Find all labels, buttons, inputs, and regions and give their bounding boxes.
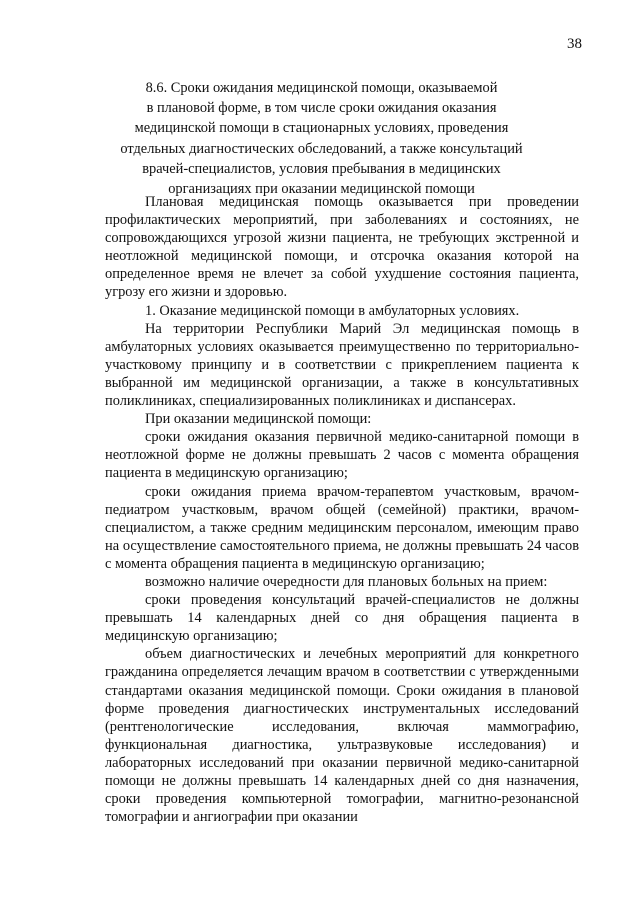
- document-body: [105, 193, 579, 826]
- paragraph-diagnostics: объем диагностических и лечебных мероприятий для конкретного гражданина определяется лечащим врачом в соответствии с утвержденными стандартами оказания медицинской помощи. Сроки ожидания в плановой форме проведения диагностических инструментальных исследований (рентгенологические исследования, включая маммографию, функциональная диагностика, ультразвуковые исследования) и лабораторных исследований при оказании первичной медико-санитарной помощи не должны превышать 14 календарных дней со дня назначения, сроки проведения компьютерной томографии, магнитно-резонансной томографии и ангиографии при оказании: [105, 646, 579, 826]
- paragraph-territory: На территории Республики Марий Эл медицинская помощь в амбулаторных условиях оказывается преимущественно по территориально-участковому принципу и в соответствии с прикреплением пациента к выбранной им медицинской организации, а также в консультативных поликлиниках, специализированных поликлиниках и диспансерах.: [105, 320, 579, 410]
- section-heading: [105, 78, 538, 199]
- heading-line: медицинской помощи в стационарных условиях, проведения: [134, 120, 509, 137]
- heading-line: организациях при оказании медицинской помощи: [168, 181, 475, 198]
- paragraph-when-providing: При оказании медицинской помощи:: [145, 411, 372, 428]
- heading-line: в плановой форме, в том числе сроки ожидания оказания: [146, 100, 497, 117]
- paragraph-urgent-wait: сроки ожидания оказания первичной медико-санитарной помощи в неотложной форме не должны превышать 2 часов с момента обращения пациента в медицинскую организацию;: [105, 429, 579, 482]
- paragraph-appointment-wait: сроки ожидания приема врачом-терапевтом участковым, врачом-педиатром участковым, врачом общей (семейной) практики, врачом-специалистом, а также средним медицинским персоналом, имеющим право на осуществление самостоятельного приема, не должны превышать 24 часов с момента обращения пациента в медицинскую организацию;: [105, 483, 579, 572]
- paragraph-outpatient-heading: 1. Оказание медицинской помощи в амбулаторных условиях.: [145, 302, 520, 319]
- heading-line: 8.6. Сроки ожидания медицинской помощи, оказываемой: [145, 80, 498, 96]
- paragraph-planned-care: Плановая медицинская помощь оказывается при проведении профилактических мероприятий, при заболеваниях и состояниях, не сопровождающихся угрозой жизни пациента, не требующих экстренной и неотложной медицинской помощи, и отсрочка оказания которой на определенное время не влечет за собой ухудшение состояния пациента, угрозу его жизни и здоровью.: [105, 194, 579, 301]
- paragraph-consultations: сроки проведения консультаций врачей-специалистов не должны превышать 14 календарных дней со дня обращения пациента в медицинскую организацию;: [105, 592, 579, 645]
- heading-line: отдельных диагностических обследований, а также консультаций: [120, 140, 523, 157]
- paragraph-queue: возможно наличие очередности для плановых больных на прием:: [145, 573, 548, 590]
- heading-line: врачей-специалистов, условия пребывания в медицинских: [142, 160, 501, 177]
- page-number: 38: [567, 36, 582, 52]
